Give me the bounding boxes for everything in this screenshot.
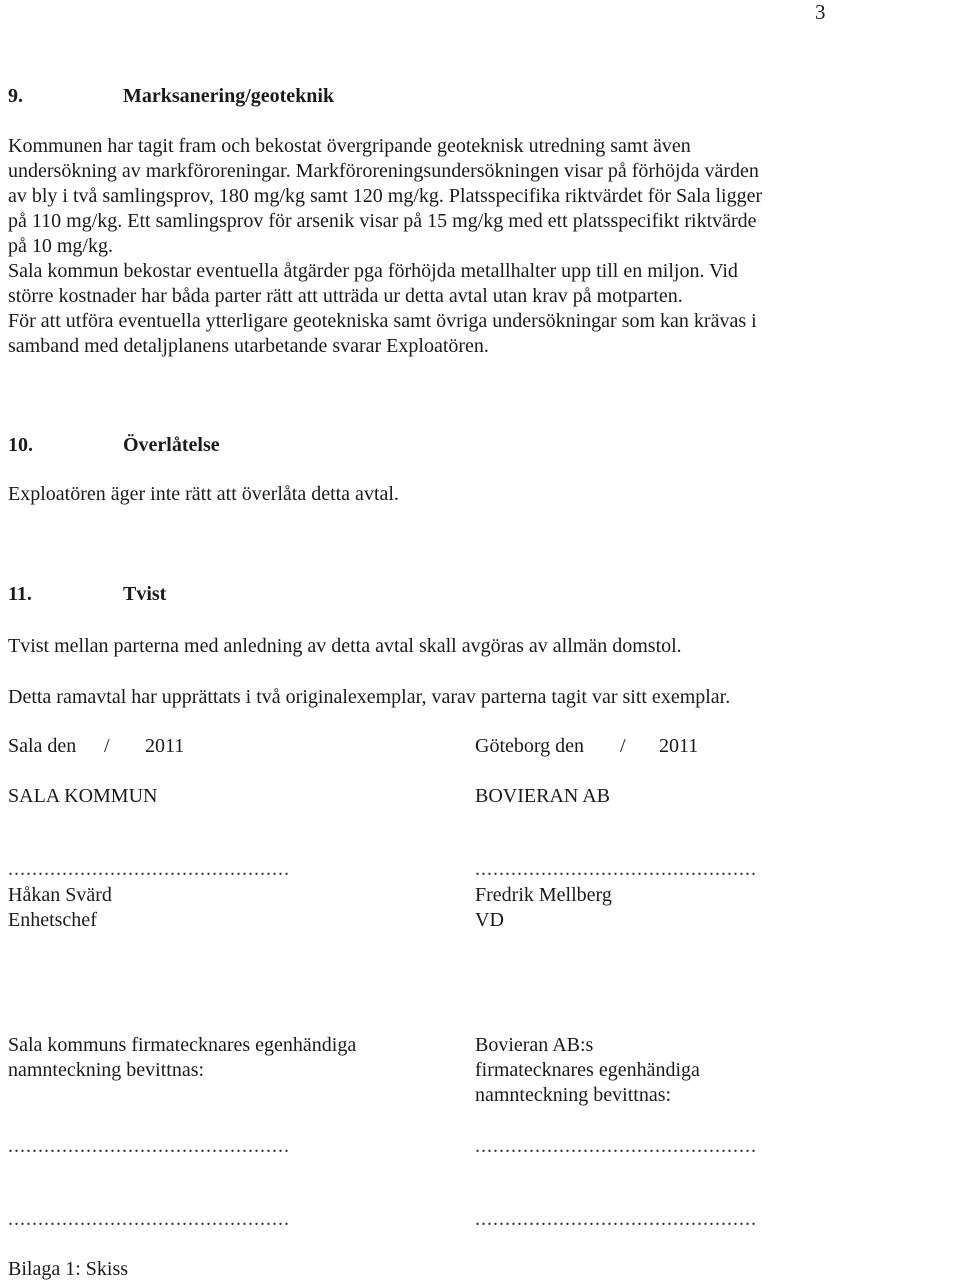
page-number: 3	[815, 0, 826, 24]
signatory-role: VD	[475, 909, 504, 931]
witness-signature-line: ...............................................	[8, 1135, 290, 1157]
attachment-reference: Bilaga 1: Skiss	[8, 1258, 129, 1280]
signing-year: 2011	[145, 735, 185, 757]
witness-name-line: ...............................................	[475, 1208, 757, 1230]
section-11-text: Tvist mellan parterna med anledning av detta avtal skall avgöras av allmän domstol.	[8, 635, 682, 657]
section-9-line: undersökning av markföroreningar. Markföroreningsundersökningen visar på förhöjda värden	[8, 160, 759, 182]
signatory-name: Fredrik Mellberg	[475, 884, 612, 906]
date-separator: /	[104, 735, 110, 757]
section-9-line: av bly i två samlingsprov, 180 mg/kg samt 120 mg/kg. Platsspecifika riktvärdet för Sala ligger	[8, 185, 763, 207]
witness-label: Bovieran AB:s	[475, 1034, 594, 1056]
section-9-line: större kostnader har båda parter rätt att utträda ur detta avtal utan krav på motparten.	[8, 285, 683, 307]
signing-year: 2011	[659, 735, 699, 757]
witness-label: namnteckning bevittnas:	[475, 1084, 672, 1106]
section-11-number: 11.	[8, 583, 32, 605]
signature-line: ...............................................	[8, 858, 290, 880]
signatory-role: Enhetschef	[8, 909, 97, 931]
section-9-line: Kommunen har tagit fram och bekostat övergripande geoteknisk utredning samt även	[8, 135, 691, 157]
signing-place: Göteborg den	[475, 735, 585, 757]
section-10-title: Överlåtelse	[123, 434, 220, 456]
section-9-number: 9.	[8, 85, 23, 107]
section-10-number: 10.	[8, 434, 33, 456]
witness-label: Sala kommuns firmatecknares egenhändiga	[8, 1034, 357, 1056]
section-9-title: Marksanering/geoteknik	[123, 85, 335, 107]
section-10-text: Exploatören äger inte rätt att överlåta detta avtal.	[8, 483, 399, 505]
witness-label: namnteckning bevittnas:	[8, 1059, 205, 1081]
section-9-line: Sala kommun bekostar eventuella åtgärder pga förhöjda metallhalter upp till en miljon. Vid	[8, 260, 738, 282]
party-name: BOVIERAN AB	[475, 785, 611, 807]
section-9-line: samband med detaljplanens utarbetande svarar Exploatören.	[8, 335, 489, 357]
section-11-title: Tvist	[123, 583, 167, 605]
section-9-line: på 110 mg/kg. Ett samlingsprov för arsenik visar på 15 mg/kg med ett platsspecifikt riktvärde	[8, 210, 757, 232]
section-9-line: För att utföra eventuella ytterligare geotekniska samt övriga undersökningar som kan krävas i	[8, 310, 757, 332]
witness-signature-line: ...............................................	[475, 1135, 757, 1157]
section-9-line: på 10 mg/kg.	[8, 235, 113, 257]
closing-statement: Detta ramavtal har upprättats i två originalexemplar, varav parterna tagit var sitt exemplar.	[8, 686, 731, 708]
date-separator: /	[620, 735, 626, 757]
signatory-name: Håkan Svärd	[8, 884, 112, 906]
signing-place: Sala den	[8, 735, 77, 757]
witness-name-line: ...............................................	[8, 1208, 290, 1230]
witness-label: firmatecknares egenhändiga	[475, 1059, 700, 1081]
signature-line: ...............................................	[475, 858, 757, 880]
party-name: SALA KOMMUN	[8, 785, 158, 807]
